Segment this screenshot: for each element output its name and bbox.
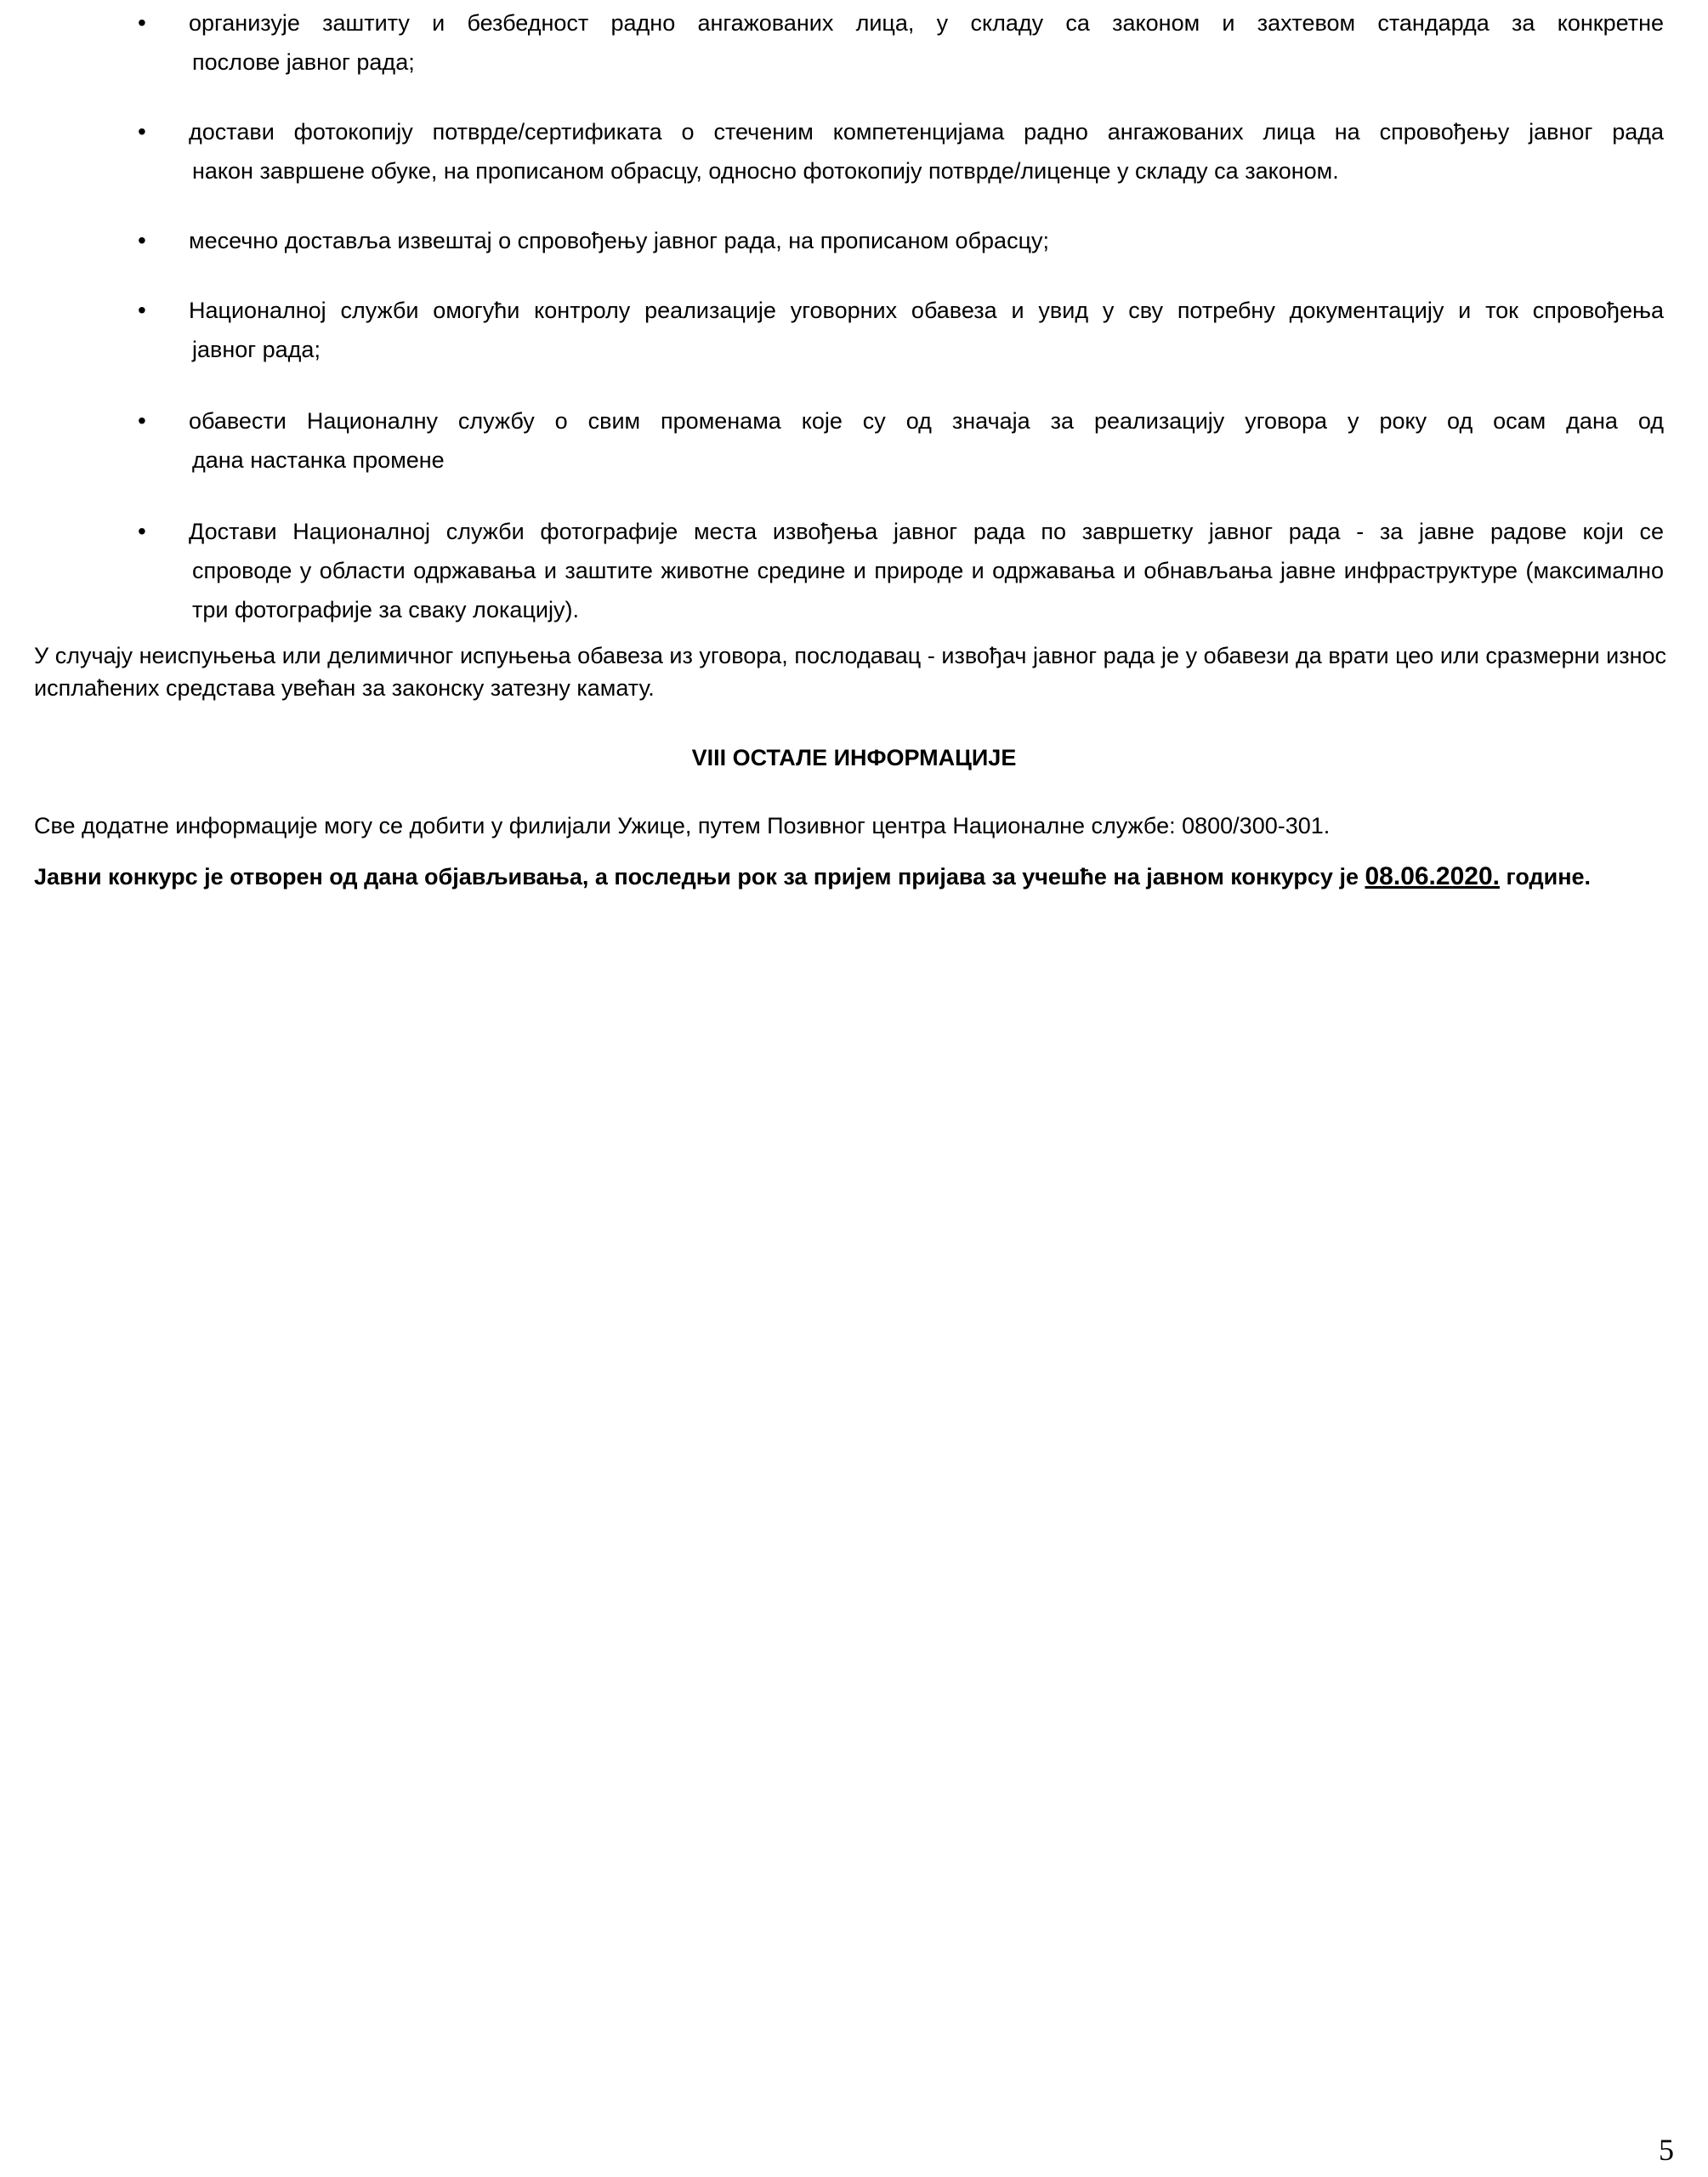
list-item-text — [189, 291, 1664, 369]
list-item-text — [189, 401, 1664, 480]
deadline-paragraph — [34, 861, 1666, 893]
bullet-icon: • — [138, 407, 146, 434]
list-item-line: организује заштиту и безбедност радно ангажованих лица, у складу са законом и захтевом стандарда за конкретне — [189, 10, 1664, 36]
list-item-line: Достави Националној служби фотографије места извођења јавног рада по завршетку јавног рада - за јавне радове који се — [189, 519, 1664, 544]
list-item-text — [189, 3, 1664, 82]
page-number: 5 — [1659, 2133, 1674, 2167]
deadline-date: 08.06.2020. — [1365, 862, 1500, 890]
bullet-icon: • — [138, 518, 146, 544]
list-item-line: обавести Националну службу о свим променама које су од значаја за реализацију уговора у року од осам дана од — [189, 408, 1664, 434]
bullet-icon: • — [138, 297, 146, 323]
list-item-continuation: након завршене обуке, на прописаном обрасцу, односно фотокопију потврде/лиценце у складу са законом. — [192, 158, 1339, 184]
list-item-continuation: дана настанка промене — [192, 447, 445, 473]
list-item-line: месечно доставља извештај о спровођењу јавног рада, на прописаном обрасцу; — [189, 228, 1050, 253]
bullet-icon: • — [138, 227, 146, 253]
bullet-icon: • — [138, 118, 146, 145]
list-item-line: достави фотокопију потврде/сертификата о стеченим компетенцијама радно ангажованих лица на спровођењу јавног рада — [189, 119, 1664, 145]
deadline-suffix: године. — [1499, 864, 1592, 890]
bullet-icon: • — [138, 9, 146, 36]
list-item-continuation: спроводе у области одржавања и заштите животне средине и природе и одржавања и обнављања јавне инфраструктуре (максимално три фотографије за сваку локацију). — [192, 558, 1664, 622]
list-item-continuation: јавног рада; — [192, 337, 321, 362]
list-item-text — [189, 512, 1664, 629]
deadline-text: Јавни конкурс је отворен од дана објављивања, а последњи рок за пријем пријава за учешће на јавном конкурсу је — [34, 864, 1365, 890]
list-item-line: Националној служби омогући контролу реализације уговорних обавеза и увид у сву потребну документацију и ток спровођења — [189, 298, 1664, 323]
obligation-paragraph: У случају неиспуњења или делимичног испуњења обавеза из уговора, послодавац - извођач јавног рада је у обавези да врати цео или сразмерни износ исплаћених средстава увећан за законску затезну камату. — [34, 643, 1666, 701]
list-item-text — [189, 112, 1664, 190]
list-item-continuation: послове јавног рада; — [192, 49, 415, 75]
section-heading: VIII ОСТАЛЕ ИНФОРМАЦИЈЕ — [691, 745, 1017, 770]
list-item-text — [189, 221, 1664, 260]
info-paragraph: Све додатне информације могу се добити у филијали Ужице, путем Позивног центра Националне службе: 0800/300-301. — [34, 813, 1331, 838]
